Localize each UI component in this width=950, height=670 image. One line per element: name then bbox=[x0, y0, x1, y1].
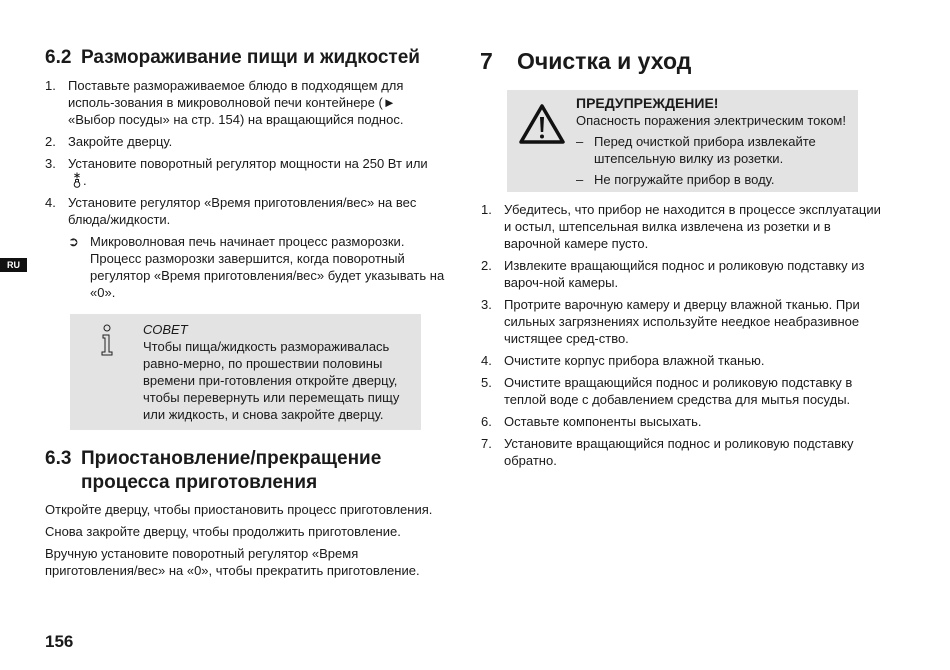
step-text: Очистите корпус прибора влажной тканью. bbox=[504, 353, 765, 368]
paragraph: Снова закройте дверцу, чтобы продолжить приготовление. bbox=[45, 524, 401, 539]
section-title: Приостановление/прекращение процесса приготовления bbox=[81, 448, 382, 493]
step-text bbox=[68, 155, 445, 189]
list-item bbox=[481, 257, 891, 291]
language-tab: RU bbox=[0, 258, 27, 272]
step-number: 1. bbox=[481, 202, 492, 217]
section-6-3-paragraphs bbox=[45, 501, 445, 579]
section-6-3-heading bbox=[45, 447, 445, 495]
warning-box bbox=[507, 90, 858, 192]
tip-title: СОВЕТ bbox=[143, 322, 188, 337]
step-number: 7. bbox=[481, 436, 492, 451]
step-number: 3. bbox=[45, 156, 56, 171]
step-text-content: Установите поворотный регулятор мощности на 250 Вт или bbox=[68, 156, 428, 171]
list-item bbox=[481, 201, 891, 252]
result-item bbox=[68, 233, 445, 301]
result-arrow-icon: ➲ bbox=[68, 234, 79, 249]
section-title: Размораживание пищи и жидкостей bbox=[81, 47, 420, 68]
page-number: 156 bbox=[45, 632, 74, 651]
tip-box bbox=[70, 314, 421, 430]
step-number: 2. bbox=[45, 134, 56, 149]
step-text: Убедитесь, что прибор не находится в процессе эксплуатации и остыл, штепсельная вилка извлечена из розетки и в варочной камере пусто. bbox=[504, 202, 881, 251]
list-item bbox=[481, 435, 891, 469]
left-column bbox=[45, 46, 445, 584]
list-item bbox=[481, 374, 891, 408]
step-text: Очистите вращающийся поднос и роликовую подставку в теплой воде с добавлением средства для мытья посуды. bbox=[504, 375, 853, 407]
warning-item bbox=[576, 171, 858, 188]
list-item bbox=[45, 77, 445, 128]
info-i-icon bbox=[70, 321, 143, 423]
warning-subtitle: Опасность поражения электрическим током! bbox=[576, 113, 846, 128]
defrost-symbol-icon bbox=[71, 172, 83, 188]
step-number: 1. bbox=[45, 78, 56, 93]
step-text: Установите регулятор «Время приготовления/вес» на вес блюда/жидкости. bbox=[68, 195, 417, 227]
list-item bbox=[481, 352, 891, 369]
section-6-2-steps bbox=[45, 77, 445, 301]
right-column bbox=[481, 46, 891, 474]
step-number: 4. bbox=[45, 195, 56, 210]
step-number: 3. bbox=[481, 297, 492, 312]
section-number: 6.2 bbox=[45, 47, 72, 68]
step-text: Протрите варочную камеру и дверцу влажной тканью. При сильных загрязнениях используйте неедкое неабразивное чистящее сред-ство. bbox=[504, 297, 860, 346]
warning-triangle-icon bbox=[507, 94, 576, 188]
step-text: Закройте дверцу. bbox=[68, 134, 173, 149]
list-item bbox=[481, 413, 891, 430]
step-number: 5. bbox=[481, 375, 492, 390]
section-title: Очистка и уход bbox=[517, 48, 692, 74]
result-text: Микроволновая печь начинает процесс разморозки. Процесс разморозки завершится, когда поворотный регулятор «Время приготовления/вес» будет указывать на «0». bbox=[90, 234, 445, 300]
dash: – bbox=[576, 134, 584, 149]
list-item bbox=[45, 155, 445, 189]
section-number: 6.3 bbox=[45, 448, 72, 469]
section-7-heading bbox=[480, 46, 891, 76]
tip-text: Чтобы пища/жидкость размораживалась равно-мерно, по прошествии половины времени при-готовления откройте дверцу, чтобы перевернуть или перемещать пищу или жидкость, и снова закройте дверцу. bbox=[143, 339, 400, 422]
warning-title: ПРЕДУПРЕЖДЕНИЕ! bbox=[576, 95, 719, 111]
step-text: Извлеките вращающийся поднос и роликовую подставку из вароч-ной камеры. bbox=[504, 258, 865, 290]
warning-item bbox=[576, 133, 858, 167]
list-item bbox=[45, 133, 445, 150]
tip-content bbox=[143, 321, 407, 423]
step-number: 2. bbox=[481, 258, 492, 273]
section-number: 7 bbox=[480, 48, 493, 74]
paragraph: Откройте дверцу, чтобы приостановить процесс приготовления. bbox=[45, 502, 433, 517]
step-number: 4. bbox=[481, 353, 492, 368]
section-6-3 bbox=[45, 447, 445, 579]
section-7-steps bbox=[481, 201, 891, 469]
period: . bbox=[83, 173, 87, 188]
step-number: 6. bbox=[481, 414, 492, 429]
warning-content bbox=[576, 94, 858, 188]
warning-item-text: Перед очисткой прибора извлекайте штепсельную вилку из розетки. bbox=[594, 134, 816, 166]
step-text: Оставьте компоненты высыхать. bbox=[504, 414, 702, 429]
step-text-content: Поставьте размораживаемое блюдо в подходящем для исполь-зования в микроволновой печи контейнере (► «Выбор посуды» на стр. 154) на вращающийся поднос. bbox=[68, 78, 404, 127]
step-text: Установите вращающийся поднос и роликовую подставку обратно. bbox=[504, 436, 854, 468]
section-6-2-heading bbox=[45, 46, 445, 70]
warning-item-text: Не погружайте прибор в воду. bbox=[594, 172, 775, 187]
dash: – bbox=[576, 172, 584, 187]
paragraph: Вручную установите поворотный регулятор «Время приготовления/вес» на «0», чтобы прекратить приготовление. bbox=[45, 546, 420, 578]
step-text bbox=[68, 77, 445, 128]
list-item bbox=[481, 296, 891, 347]
list-item bbox=[45, 194, 445, 228]
